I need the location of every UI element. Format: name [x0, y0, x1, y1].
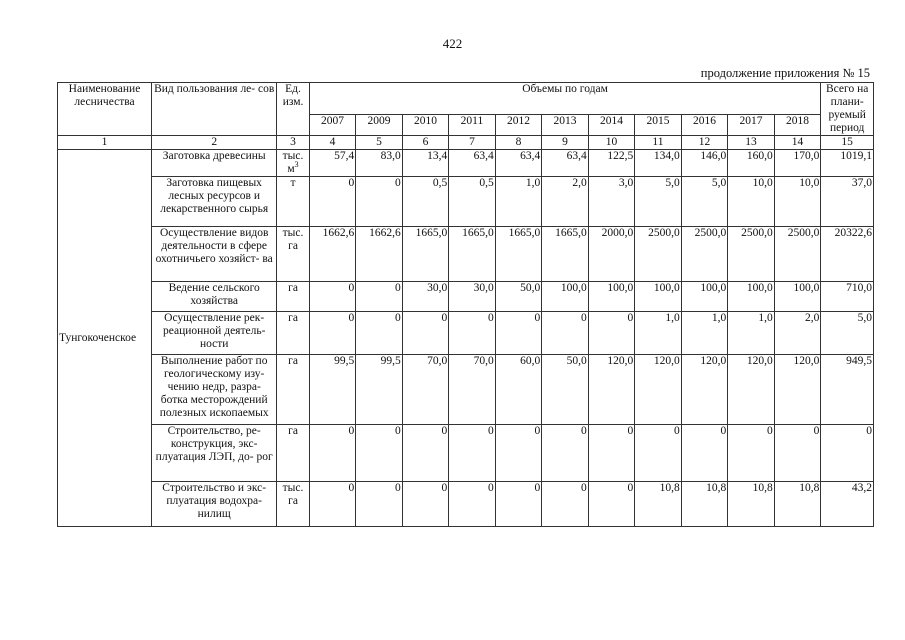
unit-cell	[277, 150, 309, 177]
value-cell: 0	[495, 312, 542, 355]
table-row	[58, 282, 874, 312]
value-cell: 63,4	[449, 150, 496, 177]
header-forestry: Наименование лесничества	[58, 83, 152, 136]
value-cell: 120,0	[588, 355, 635, 425]
header-unit: Ед. изм.	[277, 83, 309, 136]
value-cell: 0	[356, 425, 403, 482]
value-cell: 2500,0	[728, 227, 775, 282]
use-type-cell: Заготовка древесины	[152, 150, 277, 177]
value-cell: 10,8	[728, 482, 775, 527]
header-volumes-by-year: Объемы по годам	[309, 83, 821, 115]
value-cell: 100,0	[728, 282, 775, 312]
value-cell: 100,0	[681, 282, 728, 312]
appendix-continuation-label: продолжение приложения № 15	[700, 66, 870, 80]
unit-text: тыс. га	[282, 227, 304, 252]
value-cell: 0	[774, 425, 821, 482]
unit-text: т	[290, 177, 296, 189]
use-type-cell: Строительство, ре- конструкция, экс- плуатация ЛЭП, до- рог	[152, 425, 277, 482]
value-cell: 120,0	[635, 355, 682, 425]
use-type-cell: Заготовка пищевых лесных ресурсов и лекарственного сырья	[152, 177, 277, 227]
value-cell: 0	[728, 425, 775, 482]
value-cell: 0	[356, 177, 403, 227]
value-cell: 0	[495, 482, 542, 527]
value-cell: 3,0	[588, 177, 635, 227]
table-row	[58, 177, 874, 227]
value-cell: 10,8	[635, 482, 682, 527]
unit-cell	[277, 312, 309, 355]
value-cell: 100,0	[635, 282, 682, 312]
column-number: 15	[821, 136, 874, 150]
table-row	[58, 355, 874, 425]
value-cell: 2,0	[542, 177, 589, 227]
year-header-2014: 2014	[588, 115, 635, 136]
value-cell: 160,0	[728, 150, 775, 177]
value-cell: 10,0	[728, 177, 775, 227]
year-header-2010: 2010	[402, 115, 449, 136]
value-cell: 63,4	[542, 150, 589, 177]
unit-text: тыс. м	[282, 150, 304, 175]
unit-cell	[277, 355, 309, 425]
header-total: Всего на плани- руемый период	[821, 83, 874, 136]
year-header-2012: 2012	[495, 115, 542, 136]
value-cell: 2500,0	[681, 227, 728, 282]
value-cell: 0,5	[402, 177, 449, 227]
value-cell: 99,5	[356, 355, 403, 425]
table-row	[58, 425, 874, 482]
column-number: 7	[449, 136, 496, 150]
column-numbering-row	[58, 136, 874, 150]
forestry-name-cell: Тунгокоченское	[58, 150, 152, 527]
total-cell: 20322,6	[821, 227, 874, 282]
total-cell: 5,0	[821, 312, 874, 355]
forest-use-volumes-table	[57, 82, 874, 527]
value-cell: 100,0	[542, 282, 589, 312]
value-cell: 0	[309, 312, 356, 355]
unit-text: га	[288, 282, 298, 294]
value-cell: 1,0	[681, 312, 728, 355]
column-number: 14	[774, 136, 821, 150]
value-cell: 1665,0	[542, 227, 589, 282]
value-cell: 70,0	[449, 355, 496, 425]
value-cell: 30,0	[402, 282, 449, 312]
unit-cell	[277, 227, 309, 282]
value-cell: 5,0	[635, 177, 682, 227]
total-cell: 37,0	[821, 177, 874, 227]
value-cell: 120,0	[774, 355, 821, 425]
value-cell: 13,4	[402, 150, 449, 177]
use-type-cell: Ведение сельского хозяйства	[152, 282, 277, 312]
column-number: 10	[588, 136, 635, 150]
unit-cell	[277, 177, 309, 227]
value-cell: 0	[449, 482, 496, 527]
value-cell: 57,4	[309, 150, 356, 177]
value-cell: 1662,6	[356, 227, 403, 282]
year-header-2015: 2015	[635, 115, 682, 136]
value-cell: 2000,0	[588, 227, 635, 282]
column-number: 9	[542, 136, 589, 150]
value-cell: 0	[449, 312, 496, 355]
column-number: 2	[152, 136, 277, 150]
value-cell: 134,0	[635, 150, 682, 177]
value-cell: 0	[495, 425, 542, 482]
column-number: 3	[277, 136, 309, 150]
total-cell: 43,2	[821, 482, 874, 527]
value-cell: 1,0	[728, 312, 775, 355]
column-number: 6	[402, 136, 449, 150]
total-cell: 710,0	[821, 282, 874, 312]
unit-cell	[277, 482, 309, 527]
value-cell: 1665,0	[449, 227, 496, 282]
table-row	[58, 312, 874, 355]
use-type-cell: Осуществление рек- реационной деятель- ности	[152, 312, 277, 355]
column-number: 4	[309, 136, 356, 150]
value-cell: 100,0	[588, 282, 635, 312]
year-header-2018: 2018	[774, 115, 821, 136]
value-cell: 0	[356, 312, 403, 355]
value-cell: 0	[356, 282, 403, 312]
column-number: 11	[635, 136, 682, 150]
unit-text: га	[288, 425, 298, 437]
value-cell: 10,8	[681, 482, 728, 527]
total-cell: 0	[821, 425, 874, 482]
unit-cell	[277, 282, 309, 312]
value-cell: 2500,0	[635, 227, 682, 282]
value-cell: 0,5	[449, 177, 496, 227]
value-cell: 0	[402, 482, 449, 527]
year-header-2013: 2013	[542, 115, 589, 136]
value-cell: 0	[588, 482, 635, 527]
value-cell: 0	[309, 482, 356, 527]
page-number: 422	[442, 36, 463, 51]
value-cell: 0	[588, 312, 635, 355]
value-cell: 0	[402, 312, 449, 355]
value-cell: 63,4	[495, 150, 542, 177]
value-cell: 100,0	[774, 282, 821, 312]
unit-text: тыс. га	[282, 482, 304, 507]
table-row	[58, 482, 874, 527]
column-number: 12	[681, 136, 728, 150]
value-cell: 0	[356, 482, 403, 527]
value-cell: 2,0	[774, 312, 821, 355]
value-cell: 1,0	[635, 312, 682, 355]
total-cell: 949,5	[821, 355, 874, 425]
column-number: 1	[58, 136, 152, 150]
use-type-cell: Осуществление видов деятельности в сфере охотничьего хозяйст- ва	[152, 227, 277, 282]
value-cell: 0	[542, 482, 589, 527]
year-header-2011: 2011	[449, 115, 496, 136]
value-cell: 50,0	[542, 355, 589, 425]
use-type-cell: Строительство и экс- плуатация водохра- нилищ	[152, 482, 277, 527]
value-cell: 0	[542, 425, 589, 482]
value-cell: 1665,0	[495, 227, 542, 282]
value-cell: 0	[449, 425, 496, 482]
value-cell: 0	[402, 425, 449, 482]
value-cell: 30,0	[449, 282, 496, 312]
unit-cell	[277, 425, 309, 482]
use-type-cell: Выполнение работ по геологическому изу- чению недр, разра- ботка месторождений полезных ископаемых	[152, 355, 277, 425]
value-cell: 0	[588, 425, 635, 482]
value-cell: 146,0	[681, 150, 728, 177]
year-header-2009: 2009	[356, 115, 403, 136]
unit-superscript: 3	[294, 160, 299, 170]
year-header-2007: 2007	[309, 115, 356, 136]
value-cell: 120,0	[681, 355, 728, 425]
value-cell: 0	[309, 177, 356, 227]
value-cell: 0	[542, 312, 589, 355]
value-cell: 0	[309, 282, 356, 312]
header-use-type: Вид пользования ле- сов	[152, 83, 277, 136]
value-cell: 10,0	[774, 177, 821, 227]
column-number: 13	[728, 136, 775, 150]
value-cell: 5,0	[681, 177, 728, 227]
value-cell: 1662,6	[309, 227, 356, 282]
unit-text: га	[288, 312, 298, 324]
value-cell: 70,0	[402, 355, 449, 425]
value-cell: 50,0	[495, 282, 542, 312]
value-cell: 99,5	[309, 355, 356, 425]
unit-text: га	[288, 355, 298, 367]
year-header-2017: 2017	[728, 115, 775, 136]
value-cell: 0	[635, 425, 682, 482]
value-cell: 10,8	[774, 482, 821, 527]
year-header-2016: 2016	[681, 115, 728, 136]
column-number: 8	[495, 136, 542, 150]
table-row	[58, 227, 874, 282]
table-row	[58, 150, 874, 177]
value-cell: 2500,0	[774, 227, 821, 282]
column-number: 5	[356, 136, 403, 150]
value-cell: 0	[309, 425, 356, 482]
value-cell: 1,0	[495, 177, 542, 227]
value-cell: 120,0	[728, 355, 775, 425]
value-cell: 0	[681, 425, 728, 482]
value-cell: 1665,0	[402, 227, 449, 282]
value-cell: 60,0	[495, 355, 542, 425]
value-cell: 83,0	[356, 150, 403, 177]
value-cell: 170,0	[774, 150, 821, 177]
total-cell: 1019,1	[821, 150, 874, 177]
value-cell: 122,5	[588, 150, 635, 177]
